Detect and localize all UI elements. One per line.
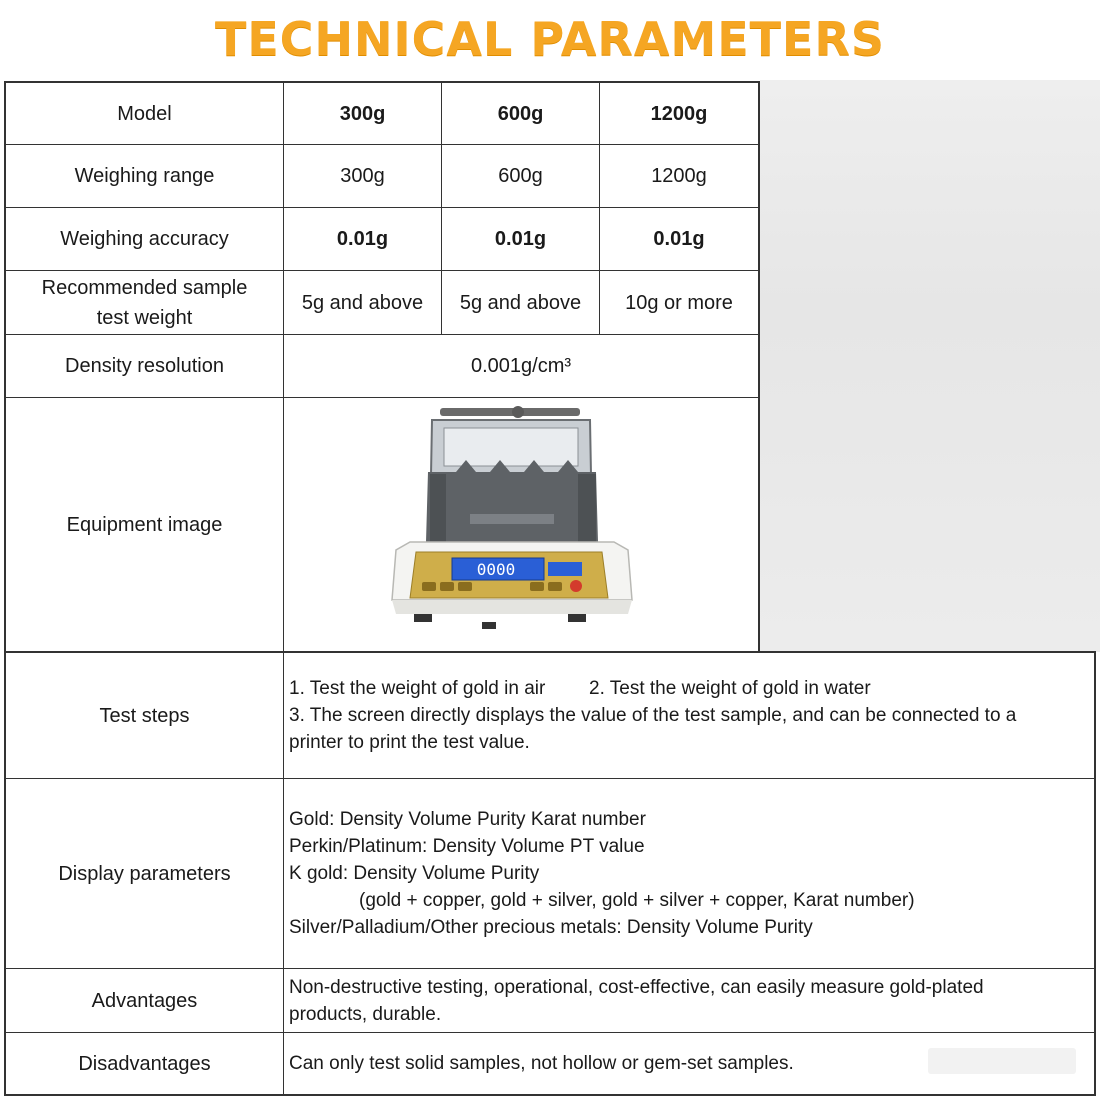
density-resolution-value: 0.001g/cm³ [470, 355, 572, 377]
display-readout: 0000 [476, 560, 516, 579]
faint-watermark-patch [928, 1048, 1076, 1074]
label-advantages: Advantages [91, 989, 198, 1012]
label-test-steps: Test steps [99, 704, 190, 727]
test-step-3-line1: 3. The screen directly displays the value of the test sample, and can be connected to a [289, 705, 1017, 726]
label-recommended-sample [6, 271, 283, 334]
display-param-line: Gold: Density Volume Purity Karat number [289, 809, 646, 830]
range-300g: 300g [340, 165, 385, 187]
label-weighing-accuracy: Weighing accuracy [60, 228, 229, 250]
test-step-3-line2: printer to print the test value. [289, 732, 530, 753]
background-panel [760, 80, 1100, 652]
display-param-line: K gold: Density Volume Purity [289, 863, 540, 884]
model-600g: 600g [497, 102, 544, 125]
advantages-content [284, 969, 1094, 1032]
page-title: TECHNICAL PARAMETERS [214, 12, 886, 66]
range-600g: 600g [498, 165, 543, 187]
equipment-image [370, 402, 650, 647]
sample-600g: 5g and above [459, 291, 582, 314]
label-model: Model [117, 102, 172, 125]
label-density-resolution: Density resolution [65, 355, 224, 377]
sample-label-line2: test weight [96, 306, 193, 329]
disadvantages-content: Can only test solid samples, not hollow or gem-set samples. [289, 1053, 794, 1074]
sample-label-line1: Recommended sample [41, 276, 248, 299]
model-300g: 300g [339, 102, 386, 125]
display-param-line: Perkin/Platinum: Density Volume PT value [289, 836, 645, 857]
sample-1200g: 10g or more [625, 291, 733, 314]
range-1200g: 1200g [651, 165, 707, 187]
sample-300g: 5g and above [301, 291, 424, 314]
accuracy-600g: 0.01g [494, 228, 547, 250]
model-1200g: 1200g [650, 102, 708, 125]
display-param-line: (gold + copper, gold + silver, gold + silver + copper, Karat number) [359, 890, 915, 911]
label-equipment-image: Equipment image [66, 513, 223, 536]
test-step-2: 2. Test the weight of gold in water [589, 678, 871, 699]
accuracy-1200g: 0.01g [653, 228, 705, 250]
accuracy-300g: 0.01g [336, 228, 389, 250]
advantages-line2: products, durable. [289, 1003, 442, 1025]
advantages-line1: Non-destructive testing, operational, cost-effective, can easily measure gold-plated [289, 976, 984, 998]
label-weighing-range: Weighing range [74, 165, 215, 187]
display-param-line: Silver/Palladium/Other precious metals: Density Volume Purity [289, 917, 813, 938]
test-step-1: 1. Test the weight of gold in air [289, 678, 546, 699]
label-disadvantages: Disadvantages [78, 1052, 211, 1075]
test-steps-content [284, 653, 1094, 778]
display-parameters-content [284, 779, 1094, 968]
label-display-parameters: Display parameters [58, 862, 231, 885]
